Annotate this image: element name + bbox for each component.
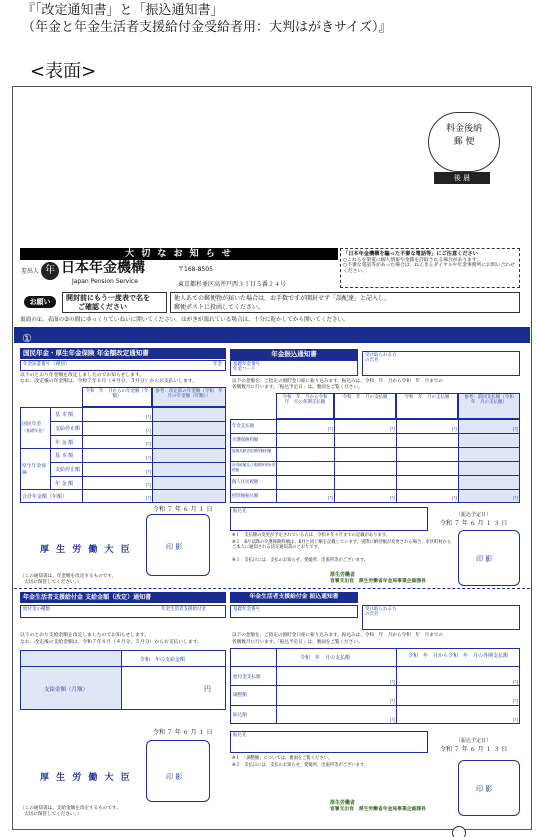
kaitei-item-s3: 年 金 額 (55, 481, 74, 487)
furikomi-seal: 印 影 (476, 555, 493, 563)
shien-furikomi-col1: 令和 年 月の支払額 (300, 655, 351, 661)
shien-kaitei-yen: 円 (204, 685, 211, 693)
furikomi-issuer1: 厚生労働省 (330, 572, 356, 578)
shien-furikomi-note1: ※１ 「調整額」については、裏面をご覧ください。 (232, 756, 333, 761)
kaitei-group-kokumin-sub: （基礎年金） (22, 428, 46, 433)
postage-line1: 料金後納 (445, 124, 482, 134)
shien-furikomi-row-2: 調整額 (233, 693, 247, 698)
shien-kaitei-seal: 印 影 (166, 773, 183, 781)
shien-furikomi-yen-1: 円 (390, 680, 396, 686)
kaitei-group-kokumin: 国民年金 (22, 422, 42, 427)
furikomi-note1: ※１ 支払額の変更が予定されている方は、令和８年４月までの記載があります。 (232, 533, 390, 538)
shien-kaitei-num-label: 給付金の種類 (23, 607, 50, 612)
shien-furikomi-desc2: 各偶数月に行います。「振込予定日」は、裏面をご覧ください。 (232, 640, 363, 645)
furikomi-yen-2: 円 (390, 427, 396, 433)
onegai-text1: 開封前にもう一度表で名を (66, 294, 150, 302)
warning-box (340, 248, 520, 288)
shien-furikomi-issuer2: 官署支出官 厚生労働省年金局事業企画課長 (330, 807, 426, 812)
shien-furikomi-yen-5: 円 (390, 718, 396, 724)
furikomi-date: 令和 ７ 年 ６ 月 １ ３ 日 (440, 520, 508, 527)
furikomi-note2: ※２ 8月以降の介護保険料額は、6月と同じ額を記載しています。実際に納付額が変更される場合、市区町村からご本人に通知される決定通知書のとおりです。 (232, 540, 452, 551)
furikomi-issuer2: 官署支出官 厚生労働省年金局事業企画課長 (330, 579, 426, 584)
furikomi-row-1: 年金支払額 (232, 424, 254, 429)
notice-banner: 大 切 な お 知 ら せ (20, 248, 338, 260)
kaitei-total-label: 合計年金額（年額） (22, 494, 68, 500)
onegai-box (62, 292, 167, 313)
furikomi-col4: 参考：前回支払額（令和 年 月の支払額） (458, 393, 520, 419)
shien-furikomi-yen-4: 円 (513, 699, 519, 705)
shien-kaitei-footnote1: （この通知書は、支給金額を改定するものです。 (20, 806, 121, 811)
furikomi-row-5: 個人住民税額 (232, 480, 259, 485)
furikomi-yen-4: 円 (513, 427, 519, 433)
org-address: 東京都杉並区高井戸西３丁目５番２４号 (178, 281, 287, 288)
postage-tag: 後 晨 (434, 172, 490, 184)
org-name-en: Japan Pension Service (72, 278, 138, 285)
shien-furikomi-col2: 令和 年 月から令和 年 月の各期支払額 (407, 653, 508, 659)
onegai-badge: お願い (24, 296, 56, 308)
kaitei-item-k1: 基 本 額 (55, 412, 74, 418)
shien-kaitei-desc1: 以下のとおり支給金額を改定しましたのでお知らせします。 (20, 633, 149, 638)
furikomi-yen-5: 円 (328, 496, 334, 502)
section-bar-1 (14, 327, 530, 343)
furikomi-desc1: 以下の金額を、ご指定の預貯金口座に振り込みます。振込みは、令和 年 月から令和 年 月までの (232, 379, 443, 384)
circle-one: ① (22, 332, 32, 345)
furikomi-row-3: 後期高齢者医療保険料額 (232, 449, 272, 453)
furikomi-num-label: 基礎年金番号 (233, 362, 260, 367)
shien-kaitei-row: 支給金額（月額） (44, 687, 89, 693)
kaitei-group-kosei: 厚生年金保険 (22, 464, 46, 476)
sender-label: 差出人 (21, 268, 40, 275)
shien-furikomi-recipient: 受け取られる方の氏名 (362, 605, 520, 630)
shien-furikomi-yen-3: 円 (390, 699, 396, 705)
onegai-text2: ご確認ください (78, 303, 127, 311)
furikomi-yen-6: 円 (390, 496, 396, 502)
shien-kaitei-date: 令和 ７ 年 ６ 月 １ 日 (153, 729, 213, 736)
kaitei-year-label: 年金 (213, 362, 222, 367)
bottom-punch-circle (452, 826, 466, 837)
shien-kaitei-desc2: なお、改定後の支給金額は、令和７年６月（４月分、５月分）からお支払いします。 (20, 640, 202, 645)
kaitei-number-label: 年金証書番号 （種別） (23, 362, 70, 367)
postage-stamp (428, 112, 500, 172)
fold-line (14, 588, 530, 589)
furikomi-yen-8: 円 (513, 496, 519, 502)
shien-furikomi-num: 基礎年金番号 (230, 605, 358, 618)
furikomi-yen-7: 円 (452, 496, 458, 502)
side-label: <表面> (30, 61, 97, 82)
shien-furikomi-row-3: 振込額 (233, 713, 247, 718)
furikomi-number (230, 360, 358, 376)
kaitei-date: 令和 ７ 年 ６ 月 １ 日 (153, 506, 213, 513)
shien-kaitei-title: 年金生活者支援給付金 支給金額（改定）通知書 (20, 592, 226, 603)
kaitei-seal: 印 影 (166, 543, 183, 551)
shien-kaitei-col: 令和 年の支給金額 (140, 657, 186, 663)
kaitei-item-k3: 年 金 額 (55, 440, 74, 446)
kaitei-yen-1: 円 (146, 415, 152, 421)
kaitei-title: 国民年金・厚生年金保険 年金額改定通知書 (20, 348, 226, 359)
furikomi-row-6: 控除後振込額 (232, 494, 259, 499)
kaitei-item-s1: 基 本 額 (55, 453, 74, 459)
furikomi-title: 年金振込通知書 (230, 349, 358, 360)
furikomi-row-2: 介護保険料額 (232, 438, 259, 443)
kaitei-yen-5: 円 (146, 470, 152, 476)
kaitei-col-b: 参考：改定前の年金額（令和 年 月の年金額（年額）） (152, 387, 226, 407)
kaitei-desc2: なお、改定後の年金額は、令和７年６月（４月分、５月分）からお支払いします。 (20, 379, 198, 384)
furikomi-row-4: 所得税額及び復興特別所得税額 (232, 463, 276, 472)
furikomi-yen-3: 円 (452, 427, 458, 433)
kaitei-yen-6: 円 (146, 483, 152, 489)
shien-furikomi-desc1: 以下の金額を、ご指定の預貯金口座に振り込みます。振込みは、令和 年 月から令和 年 月までの (232, 633, 443, 638)
org-name-ja: 日本年金機構 (61, 260, 145, 276)
shien-furikomi-date: 令和 ７ 年 ６ 月 １ ３ 日 (440, 746, 508, 753)
furikomi-recipient: 受け取られる方の氏名 (362, 351, 520, 376)
furikomi-date-label: （振込予定日） (456, 512, 492, 518)
kaitei-yen-7: 円 (146, 496, 152, 502)
shien-kaitei-minister: 厚 生 労 働 大 臣 (40, 773, 132, 783)
postal-code: 〒168-8505 (178, 266, 213, 273)
org-logo-icon: 年 (41, 262, 59, 280)
furikomi-col2: 令和 年 月の支払額 (334, 393, 396, 419)
furikomi-yen-1: 円 (328, 427, 334, 433)
header-title-line1: 『「改定通知書」と「振込通知書」 (22, 3, 224, 18)
furikomi-col1: 令和 年 月から令和 年 月の各期支払額 (276, 393, 334, 419)
misdeliver-line1: 他人あての郵便物が届いた場合は、お手数ですが開封せず「誤配達」と記入し、 (174, 295, 391, 302)
shien-furikomi-seal: 印 影 (476, 785, 493, 793)
shien-furikomi-yen-6: 円 (513, 718, 519, 724)
kaitei-minister: 厚 生 労 働 大 臣 (40, 545, 132, 555)
shien-furikomi-note2: ※２ 支払日には、支払のお知らせ、愛媛所、出張所等がございます。 (232, 763, 369, 768)
shien-furikomi-bank: 振込先 (230, 731, 428, 753)
furikomi-desc2: 各偶数月に行います。「振込予定日」は、裏面をご覧ください。 (232, 385, 363, 390)
kaitei-number-field (20, 360, 226, 371)
warning-title: 「日本年金機構を騙った不審な電話等」にご注意ください (343, 251, 478, 257)
kaitei-yen-2: 円 (146, 429, 152, 435)
shien-furikomi-title: 年金生活者支援給付金 振込通知書 (230, 592, 358, 603)
warning-line1: ○これらを架電に個人情報や金銭を詐取される場合があります。 (343, 257, 482, 263)
furikomi-code-label: 年金コード (233, 367, 256, 373)
open-instruction: 裏面の①、表面の②の間にゆっくりていねいに開いてください。はがきが濡れている場合は、十分に乾かしてから開いてください。 (20, 317, 349, 323)
shien-furikomi-row-1: 給付金支払額 (233, 675, 261, 680)
shien-kaitei-footnote2: 大切に保管してください。） (24, 812, 82, 817)
shien-kaitei-num (20, 605, 226, 618)
kaitei-yen-3: 円 (146, 442, 152, 448)
header-title-line2: （年金と年金生活者支援給付金受給者用：大判はがきサイズ）』 (22, 20, 392, 35)
postage-line2: 郵 便 (453, 137, 475, 147)
header (22, 2, 532, 36)
shien-kaitei-seal-box (146, 740, 210, 802)
kaitei-footnote1: （この通知書は、年金額を改定するものです。 (20, 574, 117, 579)
kaitei-yen-4: 円 (146, 456, 152, 462)
furikomi-bank: 振込先 (230, 507, 428, 531)
shien-furikomi-date-label: （振込予定日） (456, 738, 492, 744)
misdeliver-box (170, 292, 520, 313)
kaitei-item-k2: 支給停止額 (55, 426, 81, 432)
shien-furikomi-table (230, 648, 520, 724)
shien-furikomi-yen-2: 円 (513, 680, 519, 686)
shien-kaitei-id-label: 年金生活者支援給付金 (161, 607, 206, 612)
kaitei-desc1: 以下のとおり年金額を改定しましたのでお知らせします。 (20, 373, 145, 378)
warning-line2: ○不審な電話等があった場合は、ねんきんダイヤルや年金事務所にお問い合わせください。 (343, 263, 515, 275)
kaitei-col-a: 令和 年 月からの年金額（年額） (82, 387, 152, 407)
furikomi-note3: ※３ 支払日には、支払のお知らせ、愛媛所、出張所等がございます。 (232, 558, 369, 563)
misdeliver-line2: 郵便ポストに投函してください。 (174, 304, 265, 311)
kaitei-footnote2: 大切に保管してください。） (24, 580, 82, 585)
furikomi-col3: 令和 年 月の支払額 (396, 393, 458, 419)
kaitei-item-s2: 支給停止額 (55, 467, 81, 473)
shien-furikomi-issuer1: 厚生労働省 (330, 800, 356, 806)
